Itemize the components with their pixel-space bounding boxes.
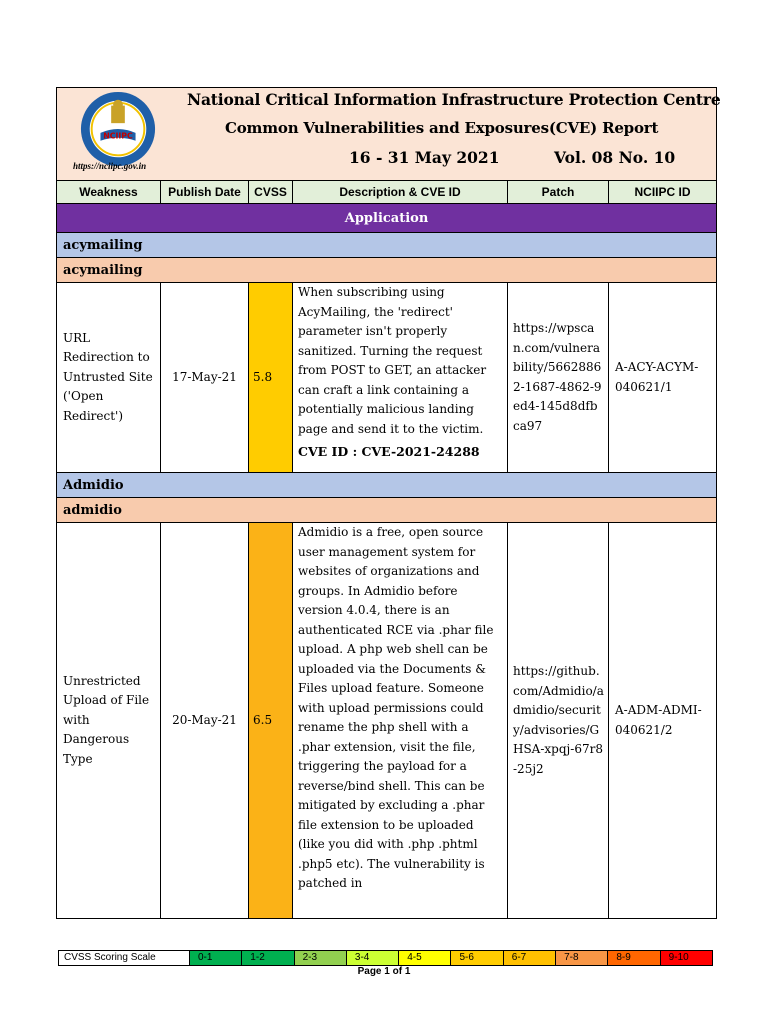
cve-report-sheet bbox=[56, 87, 721, 919]
page-number: Page 1 of 1 bbox=[357, 966, 411, 977]
col-weakness: Weakness bbox=[57, 181, 161, 204]
description-text: Admidio is a free, open source user management system for websites of organizations and groups. In Admidio before version 4.0.4, there is an authenticated RCE via .phar file upload. A php web shell can be uploaded via the Documents & Files upload feature. Someone with upload permissions could rename the php shell with a .phar extension, visit the file, triggering the payload for a reverse/bind shell. This can be mitigated by excluding a .phar file extension to be uploaded (like you did with .php .phtml .php5 etc). The vulnerability is patched in bbox=[298, 525, 494, 890]
scale-segment: 6-7 bbox=[504, 951, 556, 965]
publish-date-cell: 17-May-21 bbox=[161, 283, 249, 473]
nciipc-id-cell: A-ACY-ACYM-040621/1 bbox=[609, 283, 717, 473]
vendor-row: Admidio bbox=[57, 473, 717, 498]
report-date-range: 16 - 31 May 2021 bbox=[349, 148, 500, 167]
weakness-cell: Unrestricted Upload of File with Dangerous Type bbox=[57, 523, 161, 919]
scale-segment: 0-1 bbox=[190, 951, 242, 965]
scale-segment: 4-5 bbox=[399, 951, 451, 965]
cvss-score-cell: 6.5 bbox=[249, 523, 293, 919]
product-row: admidio bbox=[57, 498, 717, 523]
patch-link[interactable]: https://github.com/Admidio/admidio/security/advisories/GHSA-xpqj-67r8-25j2 bbox=[508, 523, 609, 919]
website-url[interactable]: https://nciipc.gov.in bbox=[73, 161, 147, 171]
report-subtitle: Common Vulnerabilities and Exposures(CVE) Report bbox=[225, 119, 659, 137]
scale-segment: 2-3 bbox=[295, 951, 347, 965]
publish-date-cell: 20-May-21 bbox=[161, 523, 249, 919]
patch-link[interactable]: https://wpscan.com/vulnerability/56628862-1687-4862-9ed4-145d8dfbca97 bbox=[508, 283, 609, 473]
scale-segment: 3-4 bbox=[347, 951, 399, 965]
scale-segment: 1-2 bbox=[242, 951, 294, 965]
table-row bbox=[57, 283, 717, 473]
category-row: Application bbox=[57, 204, 717, 233]
col-publish-date: Publish Date bbox=[161, 181, 249, 204]
nciipc-id-cell: A-ADM-ADMI-040621/2 bbox=[609, 523, 717, 919]
description-cell bbox=[293, 283, 508, 473]
report-title: National Critical Information Infrastructure Protection Centre bbox=[187, 90, 721, 109]
product-row: acymailing bbox=[57, 258, 717, 283]
weakness-cell: URL Redirection to Untrusted Site ('Open Redirect') bbox=[57, 283, 161, 473]
cvss-scoring-scale bbox=[58, 950, 713, 966]
scale-label: CVSS Scoring Scale bbox=[59, 951, 190, 965]
cve-table bbox=[56, 87, 721, 919]
col-nciipc-id: NCIIPC ID bbox=[609, 181, 717, 204]
scale-segment: 7-8 bbox=[556, 951, 608, 965]
scale-segment: 9-10 bbox=[661, 951, 712, 965]
col-description: Description & CVE ID bbox=[293, 181, 508, 204]
svg-text:NCIIPC: NCIIPC bbox=[103, 131, 133, 141]
vendor-row: acymailing bbox=[57, 233, 717, 258]
report-volume: Vol. 08 No. 10 bbox=[554, 148, 676, 167]
scale-segment: 5-6 bbox=[451, 951, 503, 965]
scale-segment: 8-9 bbox=[608, 951, 660, 965]
col-patch: Patch bbox=[508, 181, 609, 204]
cvss-score-cell: 5.8 bbox=[249, 283, 293, 473]
col-cvss: CVSS bbox=[249, 181, 293, 204]
description-cell bbox=[293, 523, 508, 919]
table-row bbox=[57, 523, 717, 919]
nciipc-logo-icon bbox=[79, 90, 157, 168]
report-header bbox=[57, 88, 721, 181]
column-header-row bbox=[57, 181, 717, 204]
description-text: When subscribing using AcyMailing, the 'redirect' parameter isn't properly sanitized. Turning the request from POST to GET, an attacker can craft a link containing a potentially malicious landing page and send it to the victim. bbox=[298, 285, 487, 436]
cve-id[interactable]: CVE ID : CVE-2021-24288 bbox=[298, 444, 480, 459]
